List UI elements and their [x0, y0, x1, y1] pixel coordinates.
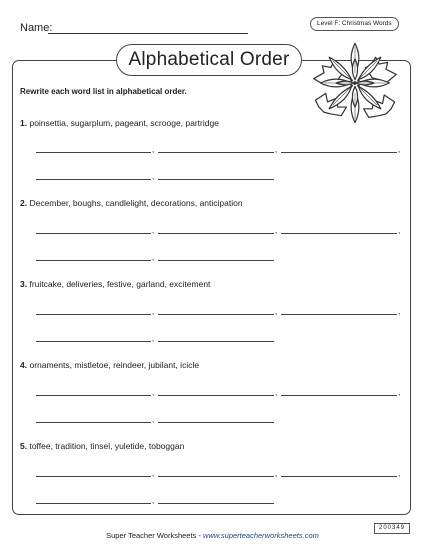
- question-4: [20, 360, 199, 370]
- comma: ,: [275, 469, 278, 478]
- answer-line[interactable]: [36, 502, 151, 504]
- answer-line[interactable]: [281, 232, 397, 234]
- comma: ,: [275, 226, 278, 235]
- word-list: fruitcake, deliveries, festive, garland, excitement: [29, 279, 211, 289]
- answer-line[interactable]: [281, 394, 397, 396]
- footer-site-name: Super Teacher Worksheets: [106, 531, 197, 540]
- answer-line[interactable]: [158, 502, 274, 504]
- answer-line[interactable]: [281, 313, 397, 315]
- comma: ,: [152, 226, 155, 235]
- answer-line[interactable]: [36, 313, 151, 315]
- answer-line[interactable]: [281, 475, 397, 477]
- answer-line[interactable]: [158, 178, 274, 180]
- document-code: 200349: [374, 523, 410, 534]
- answer-line[interactable]: [36, 394, 151, 396]
- name-label: Name:: [20, 22, 53, 34]
- answer-line[interactable]: [158, 313, 274, 315]
- instruction-text: Rewrite each word list in alphabetical order.: [20, 87, 187, 96]
- comma: ,: [152, 253, 155, 262]
- answer-line[interactable]: [36, 178, 151, 180]
- question-2: [20, 198, 243, 208]
- answer-line[interactable]: [36, 475, 151, 477]
- word-list: December, boughs, candlelight, decorations, anticipation: [29, 198, 243, 208]
- comma: ,: [152, 415, 155, 424]
- comma: ,: [398, 226, 401, 235]
- comma: ,: [398, 469, 401, 478]
- comma: ,: [152, 307, 155, 316]
- question-number: 4.: [20, 360, 28, 370]
- answer-line[interactable]: [158, 340, 274, 342]
- comma: ,: [152, 388, 155, 397]
- worksheet-title: Alphabetical Order: [116, 44, 302, 76]
- comma: ,: [152, 469, 155, 478]
- answer-line[interactable]: [158, 232, 274, 234]
- question-number: 5.: [20, 441, 28, 451]
- name-field[interactable]: [48, 33, 248, 34]
- comma: ,: [275, 307, 278, 316]
- question-number: 3.: [20, 279, 28, 289]
- footer-separator: -: [196, 531, 203, 540]
- question-3: [20, 279, 210, 289]
- comma: ,: [152, 145, 155, 154]
- answer-line[interactable]: [158, 394, 274, 396]
- comma: ,: [152, 496, 155, 505]
- footer: [0, 531, 425, 540]
- answer-line[interactable]: [36, 340, 151, 342]
- question-number: 2.: [20, 198, 28, 208]
- answer-line[interactable]: [36, 232, 151, 234]
- question-1: [20, 118, 219, 128]
- word-list: poinsettia, sugarplum, pageant, scrooge, partridge: [29, 118, 219, 128]
- answer-line[interactable]: [281, 151, 397, 153]
- footer-link[interactable]: www.superteacherworksheets.com: [202, 531, 319, 540]
- answer-line[interactable]: [36, 259, 151, 261]
- word-list: ornaments, mistletoe, reindeer, jubilant, icicle: [29, 360, 200, 370]
- comma: ,: [275, 145, 278, 154]
- comma: ,: [398, 145, 401, 154]
- comma: ,: [152, 172, 155, 181]
- answer-line[interactable]: [158, 151, 274, 153]
- poinsettia-icon: [312, 40, 398, 126]
- answer-line[interactable]: [36, 151, 151, 153]
- comma: ,: [275, 388, 278, 397]
- word-list: toffee, tradition, tinsel, yuletide, toboggan: [29, 441, 185, 451]
- answer-line[interactable]: [158, 259, 274, 261]
- level-tag: Level F: Christmas Words: [310, 17, 399, 31]
- comma: ,: [398, 388, 401, 397]
- answer-line[interactable]: [36, 421, 151, 423]
- comma: ,: [152, 334, 155, 343]
- answer-line[interactable]: [158, 475, 274, 477]
- answer-line[interactable]: [158, 421, 274, 423]
- question-number: 1.: [20, 118, 28, 128]
- question-5: [20, 441, 184, 451]
- comma: ,: [398, 307, 401, 316]
